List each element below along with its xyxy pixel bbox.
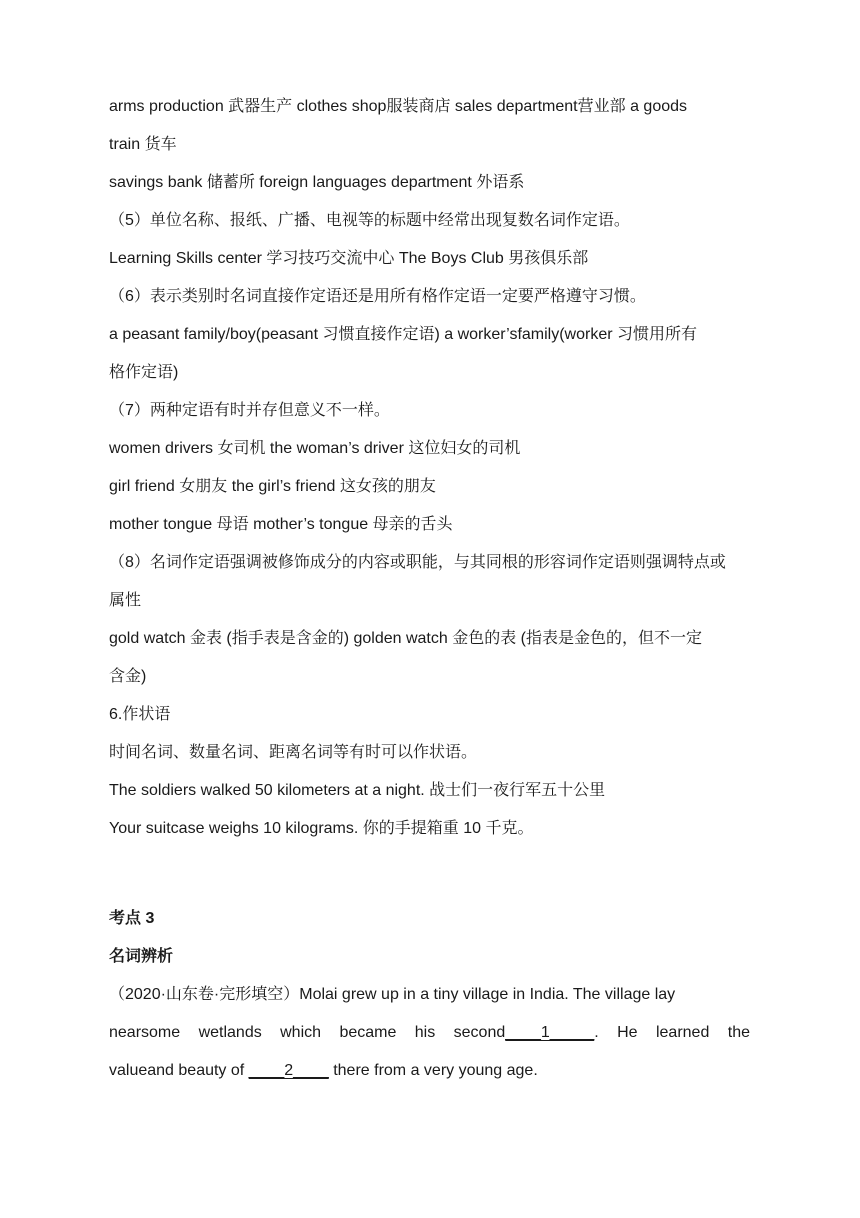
text-line: gold watch 金表 (指手表是含金的) golden watch 金色的表 (指表是金色的，但不一定 bbox=[109, 630, 702, 647]
passage-text: nearsome wetlands which became his second bbox=[109, 1024, 506, 1041]
text-line: 6.作状语 bbox=[109, 706, 171, 723]
text-line: women drivers 女司机 the woman’s driver 这位妇女的司机 bbox=[109, 440, 521, 457]
passage-text: there from a very young age. bbox=[328, 1062, 538, 1079]
text-line: （7）两种定语有时并存但意义不一样。 bbox=[109, 402, 390, 419]
text-line: 属性 bbox=[109, 592, 142, 609]
paragraph-gap bbox=[109, 889, 750, 903]
passage-text: . He learned the bbox=[594, 1024, 750, 1041]
document-body bbox=[109, 91, 750, 1093]
text-line: 格作定语) bbox=[109, 364, 179, 381]
passage-text: valueand beauty of bbox=[109, 1062, 249, 1079]
section-title: 考点 3 bbox=[109, 910, 155, 927]
text-line: savings bank 储蓄所 foreign languages department 外语系 bbox=[109, 174, 525, 191]
text-line: 含金) bbox=[109, 668, 147, 685]
text-line: Learning Skills center 学习技巧交流中心 The Boys Club 男孩俱乐部 bbox=[109, 250, 589, 267]
text-line: train 货车 bbox=[109, 136, 177, 153]
answer-blank-2: ____2____ bbox=[248, 1062, 329, 1079]
passage-line: （2020·山东卷·完形填空）Molai grew up in a tiny village in India. The village lay bbox=[109, 986, 676, 1003]
section-subtitle: 名词辨析 bbox=[109, 948, 174, 965]
text-line: girl friend 女朋友 the girl’s friend 这女孩的朋友 bbox=[109, 478, 436, 495]
answer-blank-1: ____1_____ bbox=[505, 1024, 595, 1041]
text-line: The soldiers walked 50 kilometers at a night. 战士们一夜行军五十公里 bbox=[109, 782, 606, 799]
text-line: arms production 武器生产 clothes shop服装商店 sales department营业部 a goods bbox=[109, 98, 688, 115]
text-line: （8）名词作定语强调被修饰成分的内容或职能，与其同根的形容词作定语则强调特点或 bbox=[109, 554, 726, 571]
text-line: 时间名词、数量名词、距离名词等有时可以作状语。 bbox=[109, 744, 478, 761]
text-line: （6）表示类别时名词直接作定语还是用所有格作定语一定要严格遵守习惯。 bbox=[109, 288, 646, 305]
text-line: （5）单位名称、报纸、广播、电视等的标题中经常出现复数名词作定语。 bbox=[109, 212, 630, 229]
paragraph-gap bbox=[109, 851, 750, 889]
passage-line bbox=[109, 1055, 750, 1093]
text-line: mother tongue 母语 mother’s tongue 母亲的舌头 bbox=[109, 516, 453, 533]
passage-line bbox=[109, 1017, 750, 1055]
text-line: a peasant family/boy(peasant 习惯直接作定语) a worker’sfamily(worker 习惯用所有 bbox=[109, 326, 698, 343]
text-line: Your suitcase weighs 10 kilograms. 你的手提箱重 10 千克。 bbox=[109, 820, 534, 837]
